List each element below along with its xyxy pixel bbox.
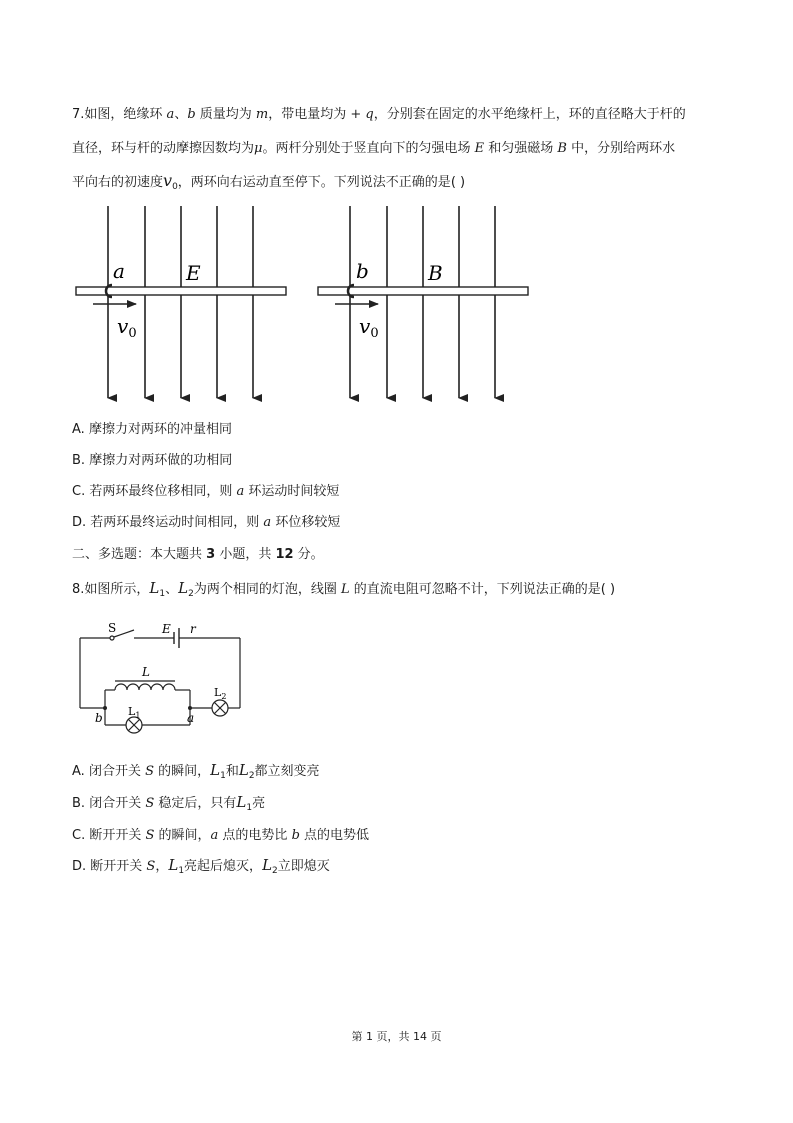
q7-text: 质量均为	[195, 107, 256, 122]
option-text: 若两环最终位移相同，则	[89, 484, 237, 499]
option-text: 的瞬间，	[154, 828, 211, 843]
var-b: b	[187, 107, 196, 122]
var-L2-sub: 2	[188, 589, 194, 599]
label-E: E	[186, 261, 201, 285]
var-m: m	[255, 107, 269, 122]
option-label: C.	[72, 828, 90, 843]
node-a-dot	[188, 706, 192, 710]
option-text: 的瞬间，	[153, 764, 211, 779]
option-label: D.	[72, 515, 91, 530]
var-L1-sub: 1	[220, 771, 226, 781]
label-L1: $L_1$	[128, 705, 141, 720]
option-text: 稳定后，只有	[154, 796, 237, 811]
q7-line-3	[72, 171, 465, 192]
option-label: B.	[72, 453, 90, 468]
label-L2: $L_2$	[214, 686, 227, 701]
electric-field-lines	[108, 206, 253, 398]
answer-bracket: ( )	[450, 175, 466, 190]
var-a: a	[210, 828, 219, 843]
q7-text: 中，分别给两环水	[566, 141, 676, 156]
option-text: 摩擦力对两环的冲量相同	[88, 422, 232, 437]
q7-text: ，分别套在固定的水平绝缘杆上，环的直径略大于杆的	[373, 107, 686, 122]
q7-text: 7.如图，绝缘环	[72, 107, 167, 122]
q7-text: 平向右的初速度	[72, 175, 164, 190]
var-mu: μ	[254, 141, 263, 156]
q7-line-2	[72, 137, 675, 156]
var-E: E	[474, 141, 485, 156]
option-text: 环位移较短	[271, 515, 341, 530]
q7-option-a	[72, 418, 232, 437]
option-text: 点的电势低	[299, 828, 370, 843]
option-text: ，	[155, 859, 169, 874]
section-text: 小题，共	[215, 547, 276, 562]
option-text: 点的电势比	[218, 828, 292, 843]
option-label: D.	[72, 859, 91, 874]
var-a: a	[236, 484, 245, 499]
label-B: B	[428, 261, 443, 285]
var-q: + q	[350, 107, 374, 122]
option-text: 亮	[252, 796, 266, 811]
var-B: B	[557, 141, 567, 156]
q8-circuit	[70, 618, 250, 743]
section-count: 3	[206, 547, 216, 562]
option-text: 若两环最终运动时间相同，则	[90, 515, 264, 530]
q7-line-1	[72, 103, 686, 122]
option-label: B.	[72, 796, 90, 811]
var-v-sub: 0	[172, 182, 178, 192]
var-b: b	[291, 828, 300, 843]
q8-text: 的直流电阻可忽略不计，下列说法正确的是	[349, 582, 601, 597]
option-label: A.	[72, 764, 89, 779]
label-coil-L: L	[142, 665, 150, 679]
option-text: 断开开关	[89, 828, 146, 843]
option-text: 亮起后熄灭，	[184, 859, 263, 874]
section-text: 分。	[293, 547, 324, 562]
var-S: S	[145, 796, 155, 811]
page-footer: 第 1 页，共 14 页	[351, 1030, 442, 1043]
q8-text: 为两个相同的灯泡，线圈	[193, 582, 341, 597]
answer-bracket: ( )	[600, 582, 616, 597]
section-score: 12	[275, 547, 294, 562]
var-L1: L	[149, 579, 160, 597]
var-L2: L	[178, 579, 189, 597]
q7-text: ，带电量均为	[268, 107, 351, 122]
option-text: 环运动时间较短	[244, 484, 340, 499]
option-text: 立即熄灭	[277, 859, 330, 874]
section-2-heading	[72, 543, 324, 562]
var-L2: L	[262, 856, 273, 874]
option-text: 摩擦力对两环做的功相同	[89, 453, 233, 468]
q8-option-c	[72, 824, 369, 843]
label-b: b	[356, 259, 369, 283]
var-S: S	[145, 828, 155, 843]
option-text: 和	[225, 764, 239, 779]
label-S: S	[108, 621, 117, 635]
q7-option-d	[72, 511, 340, 530]
var-L1-sub: 1	[246, 803, 253, 813]
q8-option-a	[72, 760, 320, 781]
option-text: 断开开关	[90, 859, 147, 874]
q7-text: 、	[174, 107, 188, 122]
var-a: a	[166, 107, 175, 122]
var-S: S	[145, 764, 154, 779]
option-label: C.	[72, 484, 90, 499]
option-text: 闭合开关	[89, 796, 146, 811]
q7-option-c	[72, 480, 339, 499]
q8-line-1	[72, 578, 615, 599]
q7-text: 和匀强磁场	[484, 141, 558, 156]
label-v0-left: $v_0$	[117, 314, 137, 341]
q8-text: 8.如图所示，	[72, 582, 150, 597]
var-L1: L	[168, 856, 179, 874]
var-v: v	[163, 171, 173, 190]
var-L2-sub: 2	[248, 771, 255, 781]
q7-text: 直径，环与杆的动摩擦因数均为	[72, 141, 255, 156]
label-v0-right: $v_0$	[359, 314, 379, 341]
node-b-dot	[103, 706, 107, 710]
var-L1-sub: 1	[178, 866, 185, 876]
q7-option-b	[72, 449, 232, 468]
var-a: a	[263, 515, 272, 530]
label-E: E	[162, 622, 171, 636]
q8-option-b	[72, 792, 265, 813]
option-text: 闭合开关	[88, 764, 146, 779]
label-a: a	[113, 259, 125, 283]
section-text: 二、多选题：本大题共	[72, 547, 207, 562]
var-S: S	[146, 859, 156, 874]
magnetic-field-lines	[350, 206, 495, 398]
q8-option-d	[72, 855, 330, 876]
option-label: A.	[72, 422, 89, 437]
var-L2-sub: 2	[272, 866, 278, 876]
var-L2: L	[238, 761, 249, 779]
q7-text: 。两杆分别处于竖直向下的匀强电场	[262, 141, 475, 156]
var-L1: L	[210, 761, 221, 779]
var-L1-sub: 1	[159, 589, 166, 599]
label-r: r	[190, 622, 196, 636]
q7-text: ，两环向右运动直至停下。下列说法不正确的是	[177, 175, 451, 190]
q7-figure	[60, 200, 550, 410]
var-L1: L	[236, 793, 247, 811]
label-node-b: b	[95, 711, 103, 725]
q8-text: 、	[165, 582, 179, 597]
var-L: L	[340, 582, 350, 597]
label-node-a: a	[187, 711, 195, 725]
option-text: 都立刻变亮	[254, 764, 320, 779]
lamp-L2-icon	[212, 700, 228, 716]
